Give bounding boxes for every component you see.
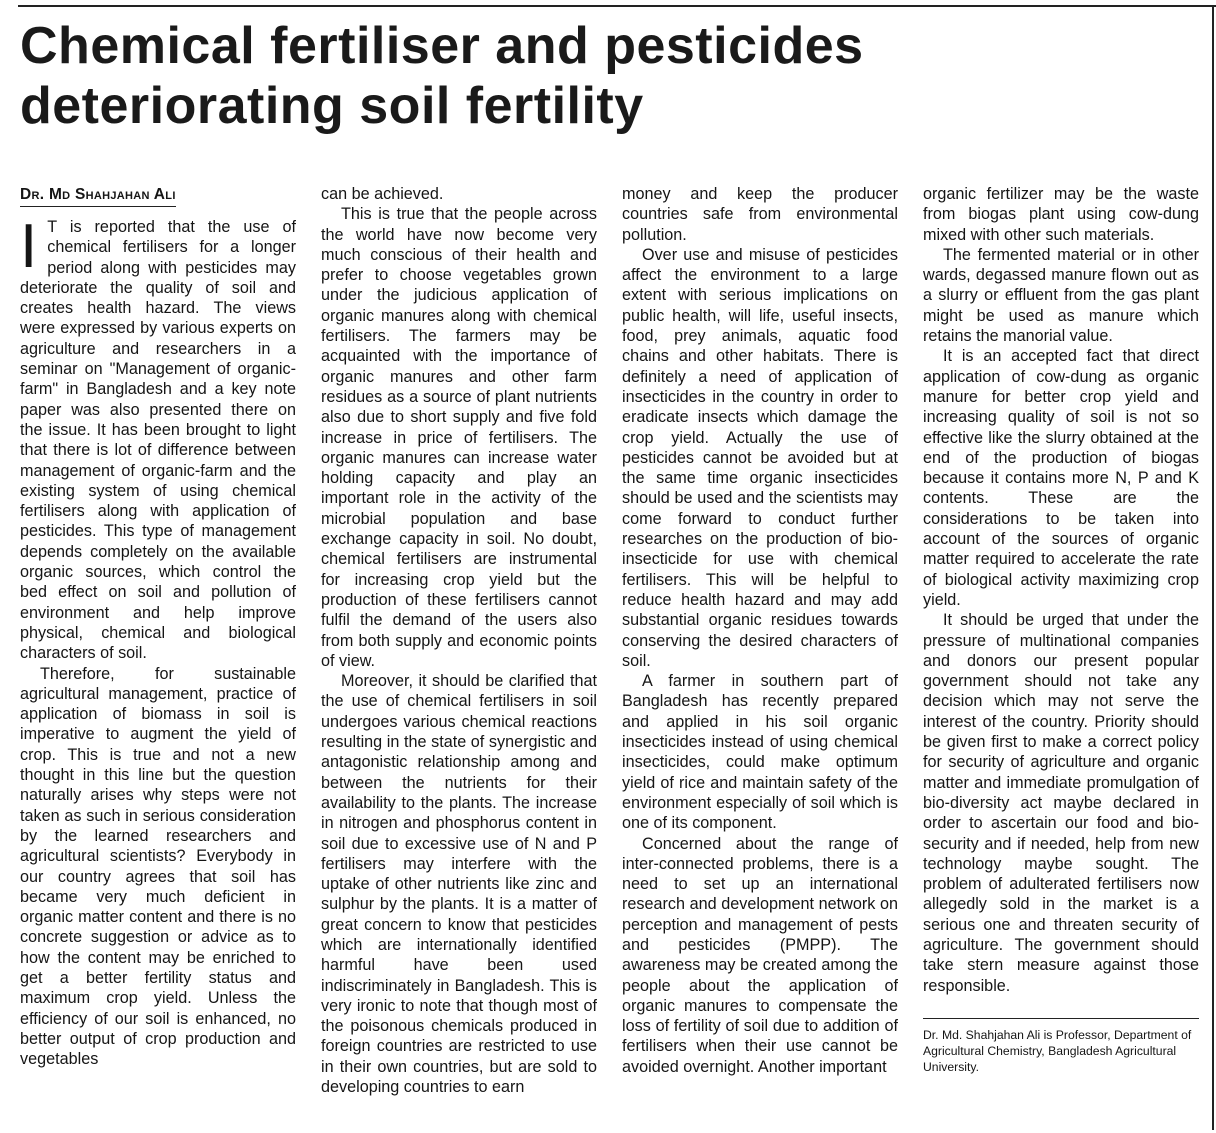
headline: Chemical fertiliser and pesticides deteriorating soil fertility [20,17,864,135]
paragraph-10: It should be urged that under the pressure of multinational companies and donors our present popular government should not take any decision which may not serve the interest of the country. Priority should be given first to make a correct policy for security of agriculture and organic matter and immediate promulgation of bio-diversity act maybe declared in order to ascertain our food and bio-security and if needed, help from new technology maybe sought. The problem of adulterated fertilisers now allegedly sold in the market is a serious one and threaten security of agriculture. The government should take stern measure against those responsible. [923,611,1199,995]
paragraph-7: Concerned about the range of inter-connected problems, there is a need to set up an international research and development network on perception and management of pests and pesticides (PMPP). The awareness may be created among the people about the application of organic manures to compensate the loss of fertility of soil due to addition of fertilisers when their use cannot be avoided overnight. Another important [622,834,898,1076]
paragraph-8: The fermented material or in other wards, degassed manure flown out as a slurry or effluent from the gas plant might be used as manure which retains the manorial value. [923,245,1199,346]
column-4 [923,184,1199,1116]
paragraph-9: It is an accepted fact that direct application of cow-dung as organic manure for better crop yield and increasing quality of soil is not so effective like the slurry obtained at the end of the production of biogas because it contains more N, P and K contents. These are the considerations to be taken into account of the sources of organic matter required to accelerate the rate of biological activity maximizing crop yield. [923,347,1199,609]
column-2-continuation: can be achieved. [321,185,444,203]
column-4-continuation: organic fertilizer may be the waste from biogas plant using cow-dung mixed with other such materials. [923,185,1199,244]
footnote-divider [923,1018,1199,1019]
author-footnote: Dr. Md. Shahjahan Ali is Professor, Department of Agricultural Chemistry, Bangladesh Agricultural University. [923,1027,1192,1074]
byline: Dr. Md Shahjahan Ali [20,185,176,207]
right-rule [1212,5,1214,1130]
paragraph-3: This is true that the people across the world have now become very much conscious of their health and prefer to choose vegetables grown under the judicious application of organic manures along with chemical fertilisers. The farmers may be acquainted with the importance of organic manures and other farm residues as a source of plant nutrients also due to short supply and five fold increase in price of fertilisers. The organic manures can increase water holding capacity and play an important role in the activity of the microbial population and base exchange capacity in soil. No doubt, chemical fertilisers are instrumental for increasing crop yield but the production of these fertilisers cannot fulfil the demand of the users also from both supply and economic points of view. [321,205,597,670]
column-3-continuation: money and keep the producer countries safe from environmental pollution. [622,185,898,244]
column-2 [321,184,597,1116]
paragraph-1 [20,212,296,664]
top-rule [18,5,1216,7]
paragraph-4: Moreover, it should be clarified that the use of chemical fertilisers in soil undergoes various chemical reactions resulting in the state of synergistic and antagonistic relationship among and between the nutrients for their availability to the plants. The increase in nitrogen and phosphorus content in soil due to excessive use of N and P fertilisers may interfere with the uptake of other nutrients like zinc and sulphur by the plants. It is a matter of great concern to know that pesticides which are internationally identified harmful have been used indiscriminately in Bangladesh. This is very ironic to note that though most of the poisonous chemicals produced in foreign countries are restricted to use in their own countries, but are sold to developing countries to earn [321,672,597,1097]
dropcap: I [20,212,38,281]
paragraph-5: Over use and misuse of pesticides affect the environment to a large extent with serious implications on public health, will life, useful insects, food, prey animals, aquatic food chains and other habitats. There is definitely a need of application of insecticides in the country in order to eradicate insects which damage the crop yield. Actually the use of pesticides cannot be avoided but at the same time organic insecticides should be used and the scientists may come forward to conduct further researches on the production of bio-insecticide for use with chemical fertilisers. This will be helpful to reduce health hazard and may add substantial organic residues towards conserving the desired characters of soil. [622,245,898,670]
column-1 [20,184,296,1116]
paragraph-1-text: T is reported that the use of chemical fertilisers for a longer period along with pesticides may deteriorate the quality of soil and creates health hazard. The views were expressed by various experts on agriculture and researchers in a seminar on "Management of organic-farm" in Bangladesh and a key note paper was also presented there on the issue. It has been brought to light that there is lot of difference between management of organic-farm and the existing system of using chemical fertilisers along with application of pesticides. This type of management depends completely on the available organic sources, which control the bed effect on soil and pollution of environment and help improve physical, chemical and biological characters of soil. [20,218,296,663]
paragraph-2: Therefore, for sustainable agricultural management, practice of application of biomass in soil is imperative to augment the yield of crop. This is true and not a new thought in this line but the question naturally arises why steps were not taken as such in serious consideration by the learned researchers and agricultural scientists? Everybody in our country agrees that soil has became very much deficient in organic matter content and there is no concrete suggestion or advice as to how the content may be enriched to get a better fertility status and maximum crop yield. Unless the efficiency of our soil is enhanced, no better output of crop production and vegetables [20,664,296,1069]
paragraph-6: A farmer in southern part of Bangladesh has recently prepared and applied in his soil organic insecticides instead of using chemical insecticides, could make optimum yield of rice and maintain safety of the environment especially of soil which is one of its component. [622,672,898,833]
column-3 [622,184,898,1116]
